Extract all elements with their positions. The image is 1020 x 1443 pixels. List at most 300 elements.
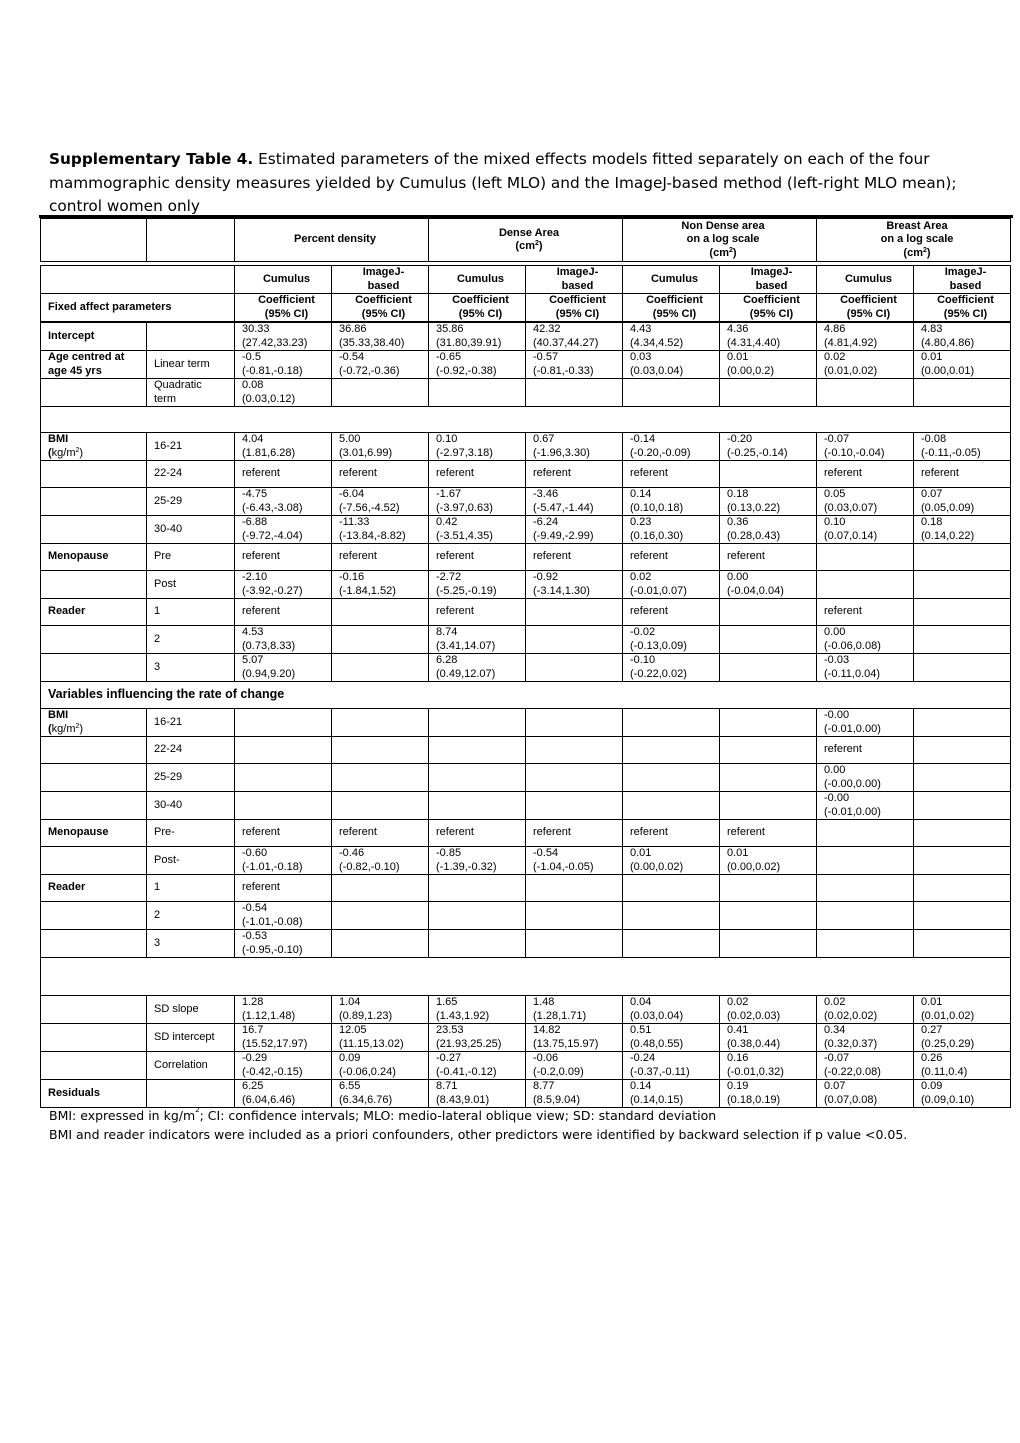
- value-cell: referent: [914, 461, 1011, 488]
- value-cell: -0.29 (-0.42,-0.15): [235, 1052, 332, 1080]
- value-cell: 0.14 (0.14,0.15): [623, 1080, 720, 1108]
- value-cell: [914, 654, 1011, 682]
- row-label: Age centred at age 45 yrs: [41, 351, 147, 379]
- value-cell: -6.24 (-9.49,-2.99): [526, 516, 623, 544]
- table-row: [41, 516, 1011, 544]
- row-sublabel: 22-24: [147, 461, 235, 488]
- value-cell: 0.00 (-0.04,0.04): [720, 571, 817, 599]
- value-cell: referent: [235, 599, 332, 626]
- spacer-row: [41, 958, 1011, 996]
- value-cell: [332, 709, 429, 737]
- value-cell: [720, 764, 817, 792]
- value-cell: 1.04 (0.89,1.23): [332, 996, 429, 1024]
- value-cell: -0.53 (-0.95,-0.10): [235, 930, 332, 958]
- value-cell: 0.03 (0.03,0.04): [623, 351, 720, 379]
- value-cell: [720, 599, 817, 626]
- table-row: [41, 875, 1011, 902]
- row-sublabel: 30-40: [147, 792, 235, 820]
- row-sublabel: 22-24: [147, 737, 235, 764]
- value-cell: -0.65 (-0.92,-0.38): [429, 351, 526, 379]
- value-cell: [914, 599, 1011, 626]
- row-sublabel: 1: [147, 599, 235, 626]
- value-cell: [332, 737, 429, 764]
- row-label: [41, 1024, 147, 1052]
- value-cell: 4.53 (0.73,8.33): [235, 626, 332, 654]
- row-sublabel: Quadratic term: [147, 379, 235, 407]
- value-cell: 0.02 (0.02,0.03): [720, 996, 817, 1024]
- value-cell: 14.82 (13.75,15.97): [526, 1024, 623, 1052]
- group-header-dense-area: Dense Area $(cm^2)$: [429, 219, 623, 262]
- value-cell: 0.10 (-2.97,3.18): [429, 433, 526, 461]
- value-cell: 30.33 (27.42,33.23): [235, 323, 332, 351]
- table-row: [41, 488, 1011, 516]
- value-cell: [235, 709, 332, 737]
- value-cell: referent: [429, 599, 526, 626]
- value-cell: 0.18 (0.13,0.22): [720, 488, 817, 516]
- value-cell: referent: [623, 599, 720, 626]
- row-label: Reader: [41, 599, 147, 626]
- row-sublabel: 2: [147, 902, 235, 930]
- table-row: [41, 323, 1011, 351]
- value-cell: -0.07 (-0.10,-0.04): [817, 433, 914, 461]
- value-cell: [623, 902, 720, 930]
- group-header-non-dense-area: Non Dense area on a log scale $(cm^2)$: [623, 219, 817, 262]
- row-sublabel: Correlation: [147, 1052, 235, 1080]
- value-cell: -2.72 (-5.25,-0.19): [429, 571, 526, 599]
- value-cell: [914, 379, 1011, 407]
- value-cell: -0.20 (-0.25,-0.14): [720, 433, 817, 461]
- value-cell: -0.54 (-1.01,-0.08): [235, 902, 332, 930]
- value-cell: [332, 902, 429, 930]
- value-cell: [526, 599, 623, 626]
- row-label: Reader: [41, 875, 147, 902]
- value-cell: referent: [623, 461, 720, 488]
- value-cell: -6.04 (-7.56,-4.52): [332, 488, 429, 516]
- value-cell: referent: [235, 461, 332, 488]
- value-cell: [817, 902, 914, 930]
- value-cell: 0.26 (0.11,0.4): [914, 1052, 1011, 1080]
- footnote-methods: BMI and reader indicators were included as a priori confounders, other predictors were identified by backward selection if p value <0.05.: [49, 1127, 908, 1142]
- value-cell: [332, 764, 429, 792]
- value-cell: 6.55 (6.34,6.76): [332, 1080, 429, 1108]
- value-cell: [526, 737, 623, 764]
- table-row: [41, 571, 1011, 599]
- row-label: [41, 902, 147, 930]
- value-cell: [817, 875, 914, 902]
- value-cell: 0.02 (-0.01,0.07): [623, 571, 720, 599]
- row-label: Intercept: [41, 323, 147, 351]
- table-row: [41, 1052, 1011, 1080]
- row-sublabel: 3: [147, 654, 235, 682]
- value-cell: [817, 930, 914, 958]
- table-row: [41, 847, 1011, 875]
- value-cell: 0.02 (0.01,0.02): [817, 351, 914, 379]
- row-label: [41, 379, 147, 407]
- value-cell: referent: [235, 820, 332, 847]
- value-cell: -3.46 (-5.47,-1.44): [526, 488, 623, 516]
- value-cell: [332, 792, 429, 820]
- value-cell: -0.92 (-3.14,1.30): [526, 571, 623, 599]
- table-row: [41, 764, 1011, 792]
- value-cell: referent: [623, 820, 720, 847]
- row-sublabel: Post-: [147, 847, 235, 875]
- value-cell: [817, 571, 914, 599]
- value-cell: 0.19 (0.18,0.19): [720, 1080, 817, 1108]
- value-cell: 0.00 (-0.06,0.08): [817, 626, 914, 654]
- value-cell: -1.67 (-3.97,0.63): [429, 488, 526, 516]
- row-sublabel: 25-29: [147, 488, 235, 516]
- value-cell: [914, 709, 1011, 737]
- row-sublabel: 1: [147, 875, 235, 902]
- value-cell: [914, 902, 1011, 930]
- coefficient-header: Coefficient (95% CI): [332, 294, 429, 322]
- value-cell: [332, 875, 429, 902]
- row-sublabel: 3: [147, 930, 235, 958]
- value-cell: -0.10 (-0.22,0.02): [623, 654, 720, 682]
- method-header-cumulus: Cumulus: [623, 266, 720, 294]
- table-row: [41, 544, 1011, 571]
- row-label: Menopause: [41, 820, 147, 847]
- row-label: Residuals: [41, 1080, 147, 1108]
- row-sublabel: SD intercept: [147, 1024, 235, 1052]
- value-cell: 1.65 (1.43,1.92): [429, 996, 526, 1024]
- row-sublabel: Post: [147, 571, 235, 599]
- value-cell: [720, 902, 817, 930]
- table-row: [41, 792, 1011, 820]
- value-cell: referent: [526, 544, 623, 571]
- value-cell: referent: [526, 820, 623, 847]
- value-cell: [429, 902, 526, 930]
- footnote-abbreviations: BMI: expressed in $kg/m^2$; CI: confidence intervals; MLO: medio-lateral oblique view; SD: standard deviation: [49, 1106, 717, 1123]
- value-cell: [429, 764, 526, 792]
- value-cell: [914, 626, 1011, 654]
- fixed-effects-label: Fixed affect parameters: [41, 294, 235, 322]
- value-cell: referent: [429, 461, 526, 488]
- value-cell: [720, 709, 817, 737]
- value-cell: [526, 902, 623, 930]
- value-cell: -0.07 (-0.22,0.08): [817, 1052, 914, 1080]
- value-cell: 6.28 (0.49,12.07): [429, 654, 526, 682]
- spacer-row: [41, 407, 1011, 433]
- value-cell: referent: [332, 544, 429, 571]
- group-header-percent-density: Percent density: [235, 219, 429, 262]
- row-label: [41, 654, 147, 682]
- method-header-cumulus: Cumulus: [817, 266, 914, 294]
- value-cell: referent: [429, 820, 526, 847]
- value-cell: 0.01 (0.00,0.2): [720, 351, 817, 379]
- value-cell: -0.02 (-0.13,0.09): [623, 626, 720, 654]
- table-row: [41, 599, 1011, 626]
- value-cell: 0.01 (0.00,0.02): [720, 847, 817, 875]
- value-cell: 0.34 (0.32,0.37): [817, 1024, 914, 1052]
- value-cell: [429, 792, 526, 820]
- row-sublabel: [147, 1080, 235, 1108]
- value-cell: 4.36 (4.31,4.40): [720, 323, 817, 351]
- value-cell: [914, 820, 1011, 847]
- value-cell: 0.23 (0.16,0.30): [623, 516, 720, 544]
- value-cell: [332, 930, 429, 958]
- value-cell: -0.27 (-0.41,-0.12): [429, 1052, 526, 1080]
- value-cell: 4.86 (4.81,4.92): [817, 323, 914, 351]
- value-cell: -0.54 (-0.72,-0.36): [332, 351, 429, 379]
- method-header-table: [40, 265, 1011, 322]
- value-cell: -0.85 (-1.39,-0.32): [429, 847, 526, 875]
- value-cell: -0.16 (-1.84,1.52): [332, 571, 429, 599]
- table-caption: [49, 148, 979, 219]
- value-cell: [914, 792, 1011, 820]
- value-cell: [914, 875, 1011, 902]
- value-cell: -0.57 (-0.81,-0.33): [526, 351, 623, 379]
- table-row: [41, 820, 1011, 847]
- value-cell: [526, 626, 623, 654]
- value-cell: [429, 875, 526, 902]
- coefficient-header: Coefficient (95% CI): [235, 294, 332, 322]
- method-header-cumulus: Cumulus: [429, 266, 526, 294]
- value-cell: [817, 847, 914, 875]
- row-sublabel: 16-21: [147, 433, 235, 461]
- value-cell: 16.7 (15.52,17.97): [235, 1024, 332, 1052]
- value-cell: [235, 792, 332, 820]
- row-label: [41, 488, 147, 516]
- row-label: [41, 930, 147, 958]
- row-label: [41, 571, 147, 599]
- value-cell: [914, 544, 1011, 571]
- method-header-imagej: ImageJ- based: [720, 266, 817, 294]
- table-row: [41, 654, 1011, 682]
- coefficient-header: Coefficient (95% CI): [429, 294, 526, 322]
- value-cell: 0.01 (0.01,0.02): [914, 996, 1011, 1024]
- results-table: [40, 322, 1011, 1108]
- value-cell: 8.74 (3.41,14.07): [429, 626, 526, 654]
- value-cell: [720, 875, 817, 902]
- value-cell: referent: [817, 737, 914, 764]
- row-sublabel: Pre-: [147, 820, 235, 847]
- table-row: [41, 709, 1011, 737]
- coefficient-header: Coefficient (95% CI): [817, 294, 914, 322]
- row-label: BMI $(kg/m^2)$: [41, 433, 147, 461]
- method-header-imagej: ImageJ- based: [914, 266, 1011, 294]
- value-cell: 8.71 (8.43,9.01): [429, 1080, 526, 1108]
- row-label: [41, 764, 147, 792]
- value-cell: [914, 764, 1011, 792]
- blank-cell: [41, 407, 1011, 433]
- value-cell: [817, 544, 914, 571]
- row-label: [41, 626, 147, 654]
- value-cell: [235, 737, 332, 764]
- coefficient-header: Coefficient (95% CI): [526, 294, 623, 322]
- value-cell: [332, 654, 429, 682]
- value-cell: 0.14 (0.10,0.18): [623, 488, 720, 516]
- value-cell: -6.88 (-9.72,-4.04): [235, 516, 332, 544]
- value-cell: referent: [817, 599, 914, 626]
- value-cell: [429, 379, 526, 407]
- value-cell: [526, 654, 623, 682]
- coefficient-header: Coefficient (95% CI): [623, 294, 720, 322]
- value-cell: [914, 930, 1011, 958]
- row-label: [41, 996, 147, 1024]
- value-cell: [526, 875, 623, 902]
- value-cell: [429, 709, 526, 737]
- table-row: [41, 1080, 1011, 1108]
- header-empty-cell: [41, 219, 147, 262]
- value-cell: referent: [817, 461, 914, 488]
- value-cell: 0.00 (-0.00,0.00): [817, 764, 914, 792]
- row-sublabel: SD slope: [147, 996, 235, 1024]
- value-cell: -0.00 (-0.01,0.00): [817, 792, 914, 820]
- value-cell: 0.07 (0.07,0.08): [817, 1080, 914, 1108]
- table-row: [41, 626, 1011, 654]
- value-cell: 0.04 (0.03,0.04): [623, 996, 720, 1024]
- value-cell: [332, 626, 429, 654]
- row-label: [41, 792, 147, 820]
- value-cell: 23.53 (21.93,25.25): [429, 1024, 526, 1052]
- value-cell: -0.03 (-0.11,0.04): [817, 654, 914, 682]
- value-cell: -0.14 (-0.20,-0.09): [623, 433, 720, 461]
- value-cell: -2.10 (-3.92,-0.27): [235, 571, 332, 599]
- value-cell: 0.41 (0.38,0.44): [720, 1024, 817, 1052]
- value-cell: -4.75 (-6.43,-3.08): [235, 488, 332, 516]
- value-cell: 4.04 (1.81,6.28): [235, 433, 332, 461]
- table-row: [41, 379, 1011, 407]
- value-cell: 0.09 (0.09,0.10): [914, 1080, 1011, 1108]
- value-cell: [526, 930, 623, 958]
- value-cell: 0.01 (0.00,0.02): [623, 847, 720, 875]
- value-cell: 4.83 (4.80,4.86): [914, 323, 1011, 351]
- row-label: [41, 461, 147, 488]
- value-cell: [429, 737, 526, 764]
- value-cell: [623, 875, 720, 902]
- value-cell: 0.36 (0.28,0.43): [720, 516, 817, 544]
- value-cell: -0.00 (-0.01,0.00): [817, 709, 914, 737]
- table-row: [41, 902, 1011, 930]
- value-cell: 5.07 (0.94,9.20): [235, 654, 332, 682]
- value-cell: [720, 461, 817, 488]
- row-sublabel: [147, 323, 235, 351]
- value-cell: [623, 379, 720, 407]
- value-cell: 1.48 (1.28,1.71): [526, 996, 623, 1024]
- value-cell: -0.5 (-0.81,-0.18): [235, 351, 332, 379]
- group-header-breast-area: Breast Area on a log scale $(cm^2)$: [817, 219, 1011, 262]
- value-cell: 0.01 (0.00,0.01): [914, 351, 1011, 379]
- row-sublabel: Pre: [147, 544, 235, 571]
- table-row: [41, 1024, 1011, 1052]
- method-header-imagej: ImageJ- based: [526, 266, 623, 294]
- group-header-table: [40, 218, 1011, 262]
- row-label: Menopause: [41, 544, 147, 571]
- value-cell: [914, 737, 1011, 764]
- value-cell: -0.24 (-0.37,-0.11): [623, 1052, 720, 1080]
- value-cell: [817, 379, 914, 407]
- value-cell: 0.27 (0.25,0.29): [914, 1024, 1011, 1052]
- value-cell: 0.51 (0.48,0.55): [623, 1024, 720, 1052]
- row-label: [41, 737, 147, 764]
- value-cell: [720, 737, 817, 764]
- value-cell: 8.77 (8.5,9.04): [526, 1080, 623, 1108]
- value-cell: [720, 930, 817, 958]
- row-label: [41, 847, 147, 875]
- value-cell: referent: [429, 544, 526, 571]
- value-cell: [235, 764, 332, 792]
- section-heading: Variables influencing the rate of change: [41, 682, 1011, 709]
- coefficient-header: Coefficient (95% CI): [914, 294, 1011, 322]
- header-empty-cell: [147, 219, 235, 262]
- value-cell: referent: [720, 820, 817, 847]
- value-cell: [817, 820, 914, 847]
- caption-label: Supplementary Table 4.: [49, 150, 254, 168]
- value-cell: [720, 792, 817, 820]
- value-cell: [914, 847, 1011, 875]
- coefficient-header: Coefficient (95% CI): [720, 294, 817, 322]
- value-cell: [914, 571, 1011, 599]
- caption-text: Estimated parameters of the mixed effects models fitted separately on each of the four mammographic density measures yielded by Cumulus (left MLO) and the ImageJ-based method (left-right MLO mean); control women only: [49, 150, 957, 215]
- table-row: [41, 996, 1011, 1024]
- value-cell: 6.25 (6.04,6.46): [235, 1080, 332, 1108]
- table-row: [41, 737, 1011, 764]
- value-cell: -0.60 (-1.01,-0.18): [235, 847, 332, 875]
- value-cell: [623, 737, 720, 764]
- value-cell: 0.05 (0.03,0.07): [817, 488, 914, 516]
- value-cell: [526, 764, 623, 792]
- header-empty-cell: [41, 266, 235, 294]
- value-cell: -0.46 (-0.82,-0.10): [332, 847, 429, 875]
- value-cell: [526, 792, 623, 820]
- value-cell: [623, 930, 720, 958]
- value-cell: 35.86 (31.80,39.91): [429, 323, 526, 351]
- value-cell: 0.42 (-3.51,4.35): [429, 516, 526, 544]
- value-cell: referent: [526, 461, 623, 488]
- table-row: [41, 930, 1011, 958]
- table-row: [41, 433, 1011, 461]
- value-cell: [526, 709, 623, 737]
- value-cell: 12.05 (11.15,13.02): [332, 1024, 429, 1052]
- row-sublabel: Linear term: [147, 351, 235, 379]
- row-sublabel: 25-29: [147, 764, 235, 792]
- value-cell: [429, 930, 526, 958]
- section-row: [41, 682, 1011, 709]
- table-row: [41, 351, 1011, 379]
- value-cell: 0.18 (0.14,0.22): [914, 516, 1011, 544]
- value-cell: 1.28 (1.12,1.48): [235, 996, 332, 1024]
- method-header-imagej: ImageJ- based: [332, 266, 429, 294]
- value-cell: [720, 379, 817, 407]
- value-cell: 36.86 (35.33,38.40): [332, 323, 429, 351]
- value-cell: referent: [235, 544, 332, 571]
- method-header-cumulus: Cumulus: [235, 266, 332, 294]
- value-cell: -11.33 (-13.84,-8.82): [332, 516, 429, 544]
- row-sublabel: 30-40: [147, 516, 235, 544]
- table-row: [41, 461, 1011, 488]
- value-cell: [623, 709, 720, 737]
- value-cell: 0.07 (0.05,0.09): [914, 488, 1011, 516]
- value-cell: 0.08 (0.03,0.12): [235, 379, 332, 407]
- row-label: BMI $(kg/m^2)$: [41, 709, 147, 737]
- value-cell: 4.43 (4.34,4.52): [623, 323, 720, 351]
- value-cell: -0.54 (-1.04,-0.05): [526, 847, 623, 875]
- value-cell: referent: [623, 544, 720, 571]
- value-cell: [720, 626, 817, 654]
- value-cell: [623, 764, 720, 792]
- value-cell: [526, 379, 623, 407]
- value-cell: -0.06 (-0.2,0.09): [526, 1052, 623, 1080]
- value-cell: 0.10 (0.07,0.14): [817, 516, 914, 544]
- row-label: [41, 516, 147, 544]
- value-cell: referent: [235, 875, 332, 902]
- value-cell: 0.02 (0.02,0.02): [817, 996, 914, 1024]
- row-sublabel: 2: [147, 626, 235, 654]
- table-footnotes: [49, 1106, 1009, 1144]
- value-cell: 5.00 (3.01,6.99): [332, 433, 429, 461]
- value-cell: referent: [720, 544, 817, 571]
